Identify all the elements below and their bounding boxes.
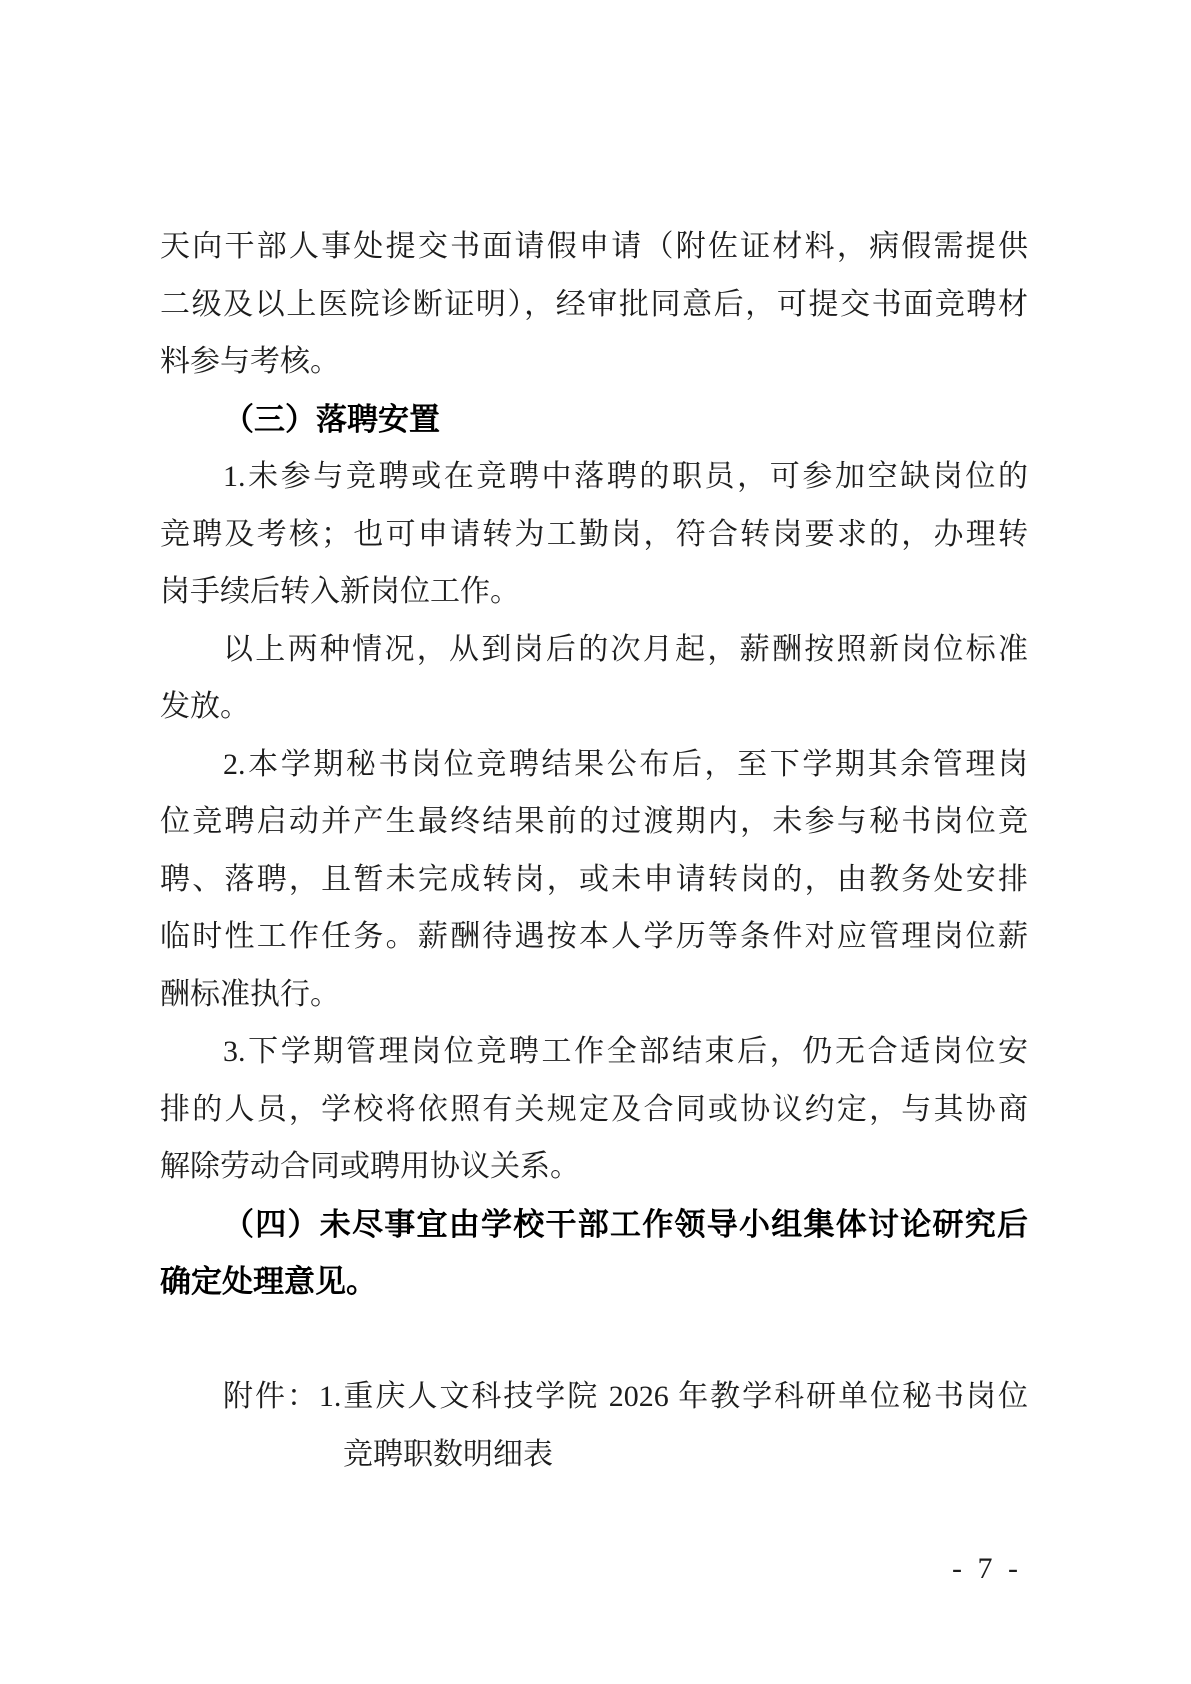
section-heading-3: （三）落聘安置 [223, 401, 440, 437]
page-number: - 7 - [952, 1552, 1022, 1585]
body-line: 解除劳动合同或聘用协议关系。 [160, 1150, 580, 1183]
section-heading-4-cont: 确定处理意见。 [160, 1264, 377, 1299]
body-line: 以上两种情况，从到岗后的次月起，薪酬按照新岗位标准 [223, 632, 1028, 666]
body-line: 料参与考核。 [160, 345, 340, 378]
body-line: 二级及以上医院诊断证明），经审批同意后，可提交书面竞聘材 [160, 287, 1028, 321]
blank-line [160, 1311, 1028, 1369]
body-line: 发放。 [160, 690, 250, 723]
body-line: 聘、落聘，且暂未完成转岗，或未申请转岗的，由教务处安排 [160, 862, 1028, 896]
body-line: 酬标准执行。 [160, 977, 340, 1011]
body-line: 排的人员，学校将依照有关规定及合同或协议约定，与其协商 [160, 1092, 1028, 1126]
section-heading-4: （四）未尽事宜由学校干部工作领导小组集体讨论研究后 [223, 1206, 1028, 1242]
document-body [160, 218, 1028, 1483]
body-line: 临时性工作任务。薪酬待遇按本人学历等条件对应管理岗位薪 [160, 920, 1028, 953]
body-line: 天向干部人事处提交书面请假申请（附佐证材料，病假需提供 [160, 230, 1028, 263]
body-line: 3.下学期管理岗位竞聘工作全部结束后，仍无合适岗位安 [223, 1035, 1028, 1068]
body-line: 竞聘及考核；也可申请转为工勤岗，符合转岗要求的，办理转 [160, 517, 1028, 551]
attachment-line-2: 竞聘职数明细表 [343, 1437, 553, 1471]
body-line: 2.本学期秘书岗位竞聘结果公布后，至下学期其余管理岗 [223, 747, 1028, 781]
attachment-line-1: 附件：1.重庆人文科技学院 2026 年教学科研单位秘书岗位 [223, 1380, 1028, 1413]
body-line: 1.未参与竞聘或在竞聘中落聘的职员，可参加空缺岗位的 [223, 460, 1028, 493]
body-line: 岗手续后转入新岗位工作。 [160, 575, 520, 608]
body-line: 位竞聘启动并产生最终结果前的过渡期内，未参与秘书岗位竞 [160, 805, 1028, 838]
